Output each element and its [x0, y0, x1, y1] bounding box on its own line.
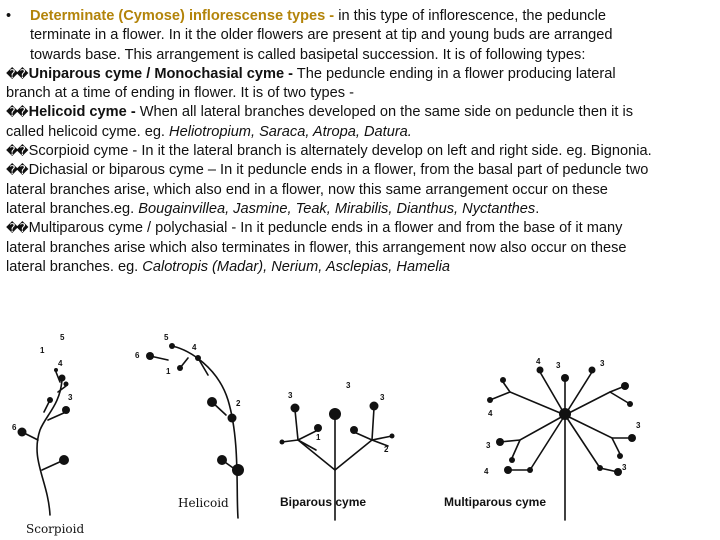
num-label: 4	[488, 409, 493, 418]
inflorescence-diagrams	[0, 320, 720, 540]
symbol-glyph: ��	[6, 221, 27, 236]
helicoid-line	[6, 103, 716, 122]
dichasial-examples: Bougainvillea, Jasmine, Teak, Mirabilis, Dianthus, Nyctanthes	[138, 200, 536, 217]
num-label: 1	[166, 367, 171, 376]
multiparous-examples: Calotropis (Madar), Nerium, Asclepias, Hamelia	[142, 258, 450, 275]
multiparous-line: �� Multiparous cyme / polychasial - In it peduncle ends in a flower and from the base of it many	[6, 220, 623, 237]
num-label: 3	[622, 463, 627, 472]
num-label: 2	[384, 445, 389, 454]
num-label: 6	[135, 351, 140, 360]
uniparous-line-2: branch at a time of ending in flower. It is of two types -	[6, 85, 354, 102]
uniparous-title: Uniparous cyme / Monochasial cyme -	[28, 65, 294, 82]
intro-line-3: towards base. This arrangement is called basipetal succession. It is of following types:	[30, 46, 586, 63]
heading-text: Determinate (Cymose) inflorescense types -	[30, 8, 335, 24]
num-label: 2	[236, 399, 241, 408]
uniparous-line	[6, 65, 716, 84]
document-body	[6, 7, 716, 277]
biparous-label: Biparous cyme	[280, 495, 367, 509]
helicoid-label: Helicoid	[178, 496, 229, 510]
num-label: 6	[12, 423, 17, 432]
helicoid-text: When all lateral branches developed on the same side on peduncle then it is	[135, 104, 634, 121]
dichasial-line-3: lateral branches.eg. Bougainvillea, Jasmine, Teak, Mirabilis, Dianthus, Nyctanthes.	[6, 200, 540, 217]
symbol-glyph: ��	[6, 163, 27, 178]
num-label: 1	[316, 433, 321, 442]
scorpioid-line: �� Scorpioid cyme - In it the lateral branch is alternately develop on left and right side. eg. Bignonia.	[6, 143, 652, 160]
num-label: 3	[600, 359, 605, 368]
helicoid-examples: Heliotropium, Saraca, Atropa, Datura.	[169, 123, 412, 140]
symbol-glyph: ��	[6, 144, 27, 159]
uniparous-text: The peduncle ending in a flower producing lateral	[293, 65, 616, 82]
multiparous-line-3: lateral branches. eg. Calotropis (Madar), Nerium, Asclepias, Hamelia	[6, 258, 450, 275]
bullet: •	[6, 8, 12, 24]
intro-line-2: terminate in a flower. In it the older flowers are present at tip and young buds are arranged	[30, 27, 613, 44]
num-label: 4	[192, 343, 197, 352]
symbol-glyph: ��	[6, 105, 27, 120]
num-label: 3	[556, 361, 561, 370]
num-label: 3	[288, 391, 293, 400]
multiparous-label: Multiparous cyme	[444, 495, 547, 509]
dichasial-line: �� Dichasial or biparous cyme – In it peduncle ends in a flower, from the basal part of peduncle two	[6, 162, 649, 179]
num-label: 1	[40, 346, 45, 355]
num-label: 3	[486, 441, 491, 450]
scorpioid-label: Scorpioid	[26, 522, 85, 536]
scorpioid-diagram	[22, 372, 66, 515]
scorpioid-text: corpioid cyme - In it the lateral branch is alternately develop on left and right side. eg. Bignonia.	[38, 143, 652, 160]
symbol-glyph: ��	[6, 66, 27, 81]
num-label: 5	[60, 333, 65, 342]
helicoid-line-2: called helicoid cyme. eg. Heliotropium, Saraca, Atropa, Datura.	[6, 123, 412, 140]
num-label: 3	[636, 421, 641, 430]
num-label: 3	[68, 393, 73, 402]
helicoid-title: Helicoid cyme -	[28, 104, 136, 121]
num-label: 3	[346, 381, 351, 390]
multiparous-text: ultiparous cyme / polychasial - In it peduncle ends in a flower and from the base of it many	[40, 220, 623, 237]
multiparous-line-2: lateral branches arise which also terminates in flower, this arrangement now also occur on these	[6, 239, 627, 256]
num-label: 5	[164, 333, 169, 342]
num-label: 3	[380, 393, 385, 402]
dichasial-line-2: lateral branches arise, which also end in a flower, now this same arrangement occur on these	[6, 181, 608, 198]
num-label: 4	[484, 467, 489, 476]
num-label: 4	[58, 359, 63, 368]
helicoid-diagram	[150, 346, 238, 518]
heading-line	[6, 7, 716, 26]
intro-text: in this type of inflorescence, the peduncle	[334, 8, 606, 24]
dichasial-text: ichasial or biparous cyme – In it peduncle ends in a flower, from the basal part of peduncle two	[39, 162, 649, 179]
num-label: 4	[536, 357, 541, 366]
